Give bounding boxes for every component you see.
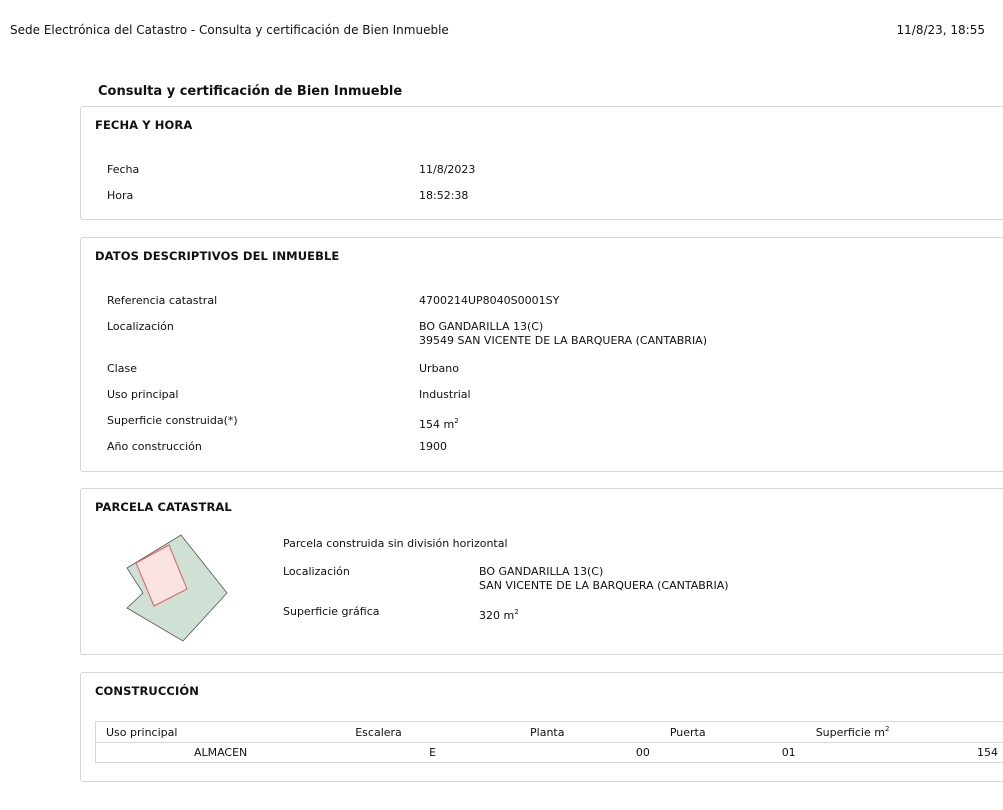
cell-superficie: 154 [977, 746, 998, 759]
referencia-catastral-value[interactable]: 4700214UP8040S0001SY [419, 294, 560, 307]
parcela-localizacion-value [479, 565, 729, 593]
header-superficie-text: Superficie m [815, 726, 885, 739]
localizacion-value [419, 320, 707, 348]
datos-descriptivos-panel [80, 237, 1003, 472]
superficie-construida-exp: 2 [454, 417, 459, 425]
parcela-localizacion-line-1: BO GANDARILLA 13(C) [479, 565, 604, 578]
clase-label: Clase [107, 362, 137, 375]
header-escalera: Escalera [345, 722, 520, 743]
fecha-hora-panel [80, 106, 1003, 220]
cell-planta: 00 [635, 746, 650, 759]
construccion-table [95, 721, 1003, 763]
fecha-hora-title: FECHA Y HORA [95, 118, 193, 132]
print-header-title: Sede Electrónica del Catastro - Consulta y certificación de Bien Inmueble [10, 23, 449, 37]
header-superficie [806, 722, 1003, 743]
hora-value: 18:52:38 [419, 189, 469, 202]
parcela-localizacion-line-2: SAN VICENTE DE LA BARQUERA (CANTABRIA) [479, 579, 729, 592]
referencia-catastral-label: Referencia catastral [107, 294, 218, 307]
header-planta: Planta [520, 722, 660, 743]
parcela-descripcion: Parcela construida sin división horizontal [283, 537, 508, 550]
localizacion-line-1: BO GANDARILLA 13(C) [419, 320, 544, 333]
parcela-localizacion-label: Localización [283, 565, 350, 578]
header-uso-principal: Uso principal [96, 722, 346, 743]
cell-uso: ALMACEN [193, 746, 248, 759]
anio-construccion-value: 1900 [419, 440, 447, 453]
superficie-construida-label: Superficie construida(*) [107, 414, 238, 427]
construccion-header-row [96, 722, 1003, 743]
clase-value: Urbano [419, 362, 459, 375]
uso-principal-label: Uso principal [107, 388, 179, 401]
construccion-title: CONSTRUCCIÓN [95, 684, 199, 698]
anio-construccion-label: Año construcción [107, 440, 202, 453]
localizacion-label: Localización [107, 320, 174, 333]
table-row [96, 743, 1003, 763]
print-header [10, 23, 985, 39]
print-header-datetime: 11/8/23, 18:55 [896, 23, 985, 37]
parcela-catastral-panel [80, 488, 1003, 655]
fecha-value: 11/8/2023 [419, 163, 476, 176]
cell-puerta: 01 [781, 746, 796, 759]
cell-escalera: E [429, 746, 437, 759]
construccion-panel [80, 672, 1003, 782]
parcela-map[interactable] [121, 533, 236, 643]
uso-principal-value: Industrial [419, 388, 471, 401]
datos-descriptivos-title: DATOS DESCRIPTIVOS DEL INMUEBLE [95, 249, 340, 263]
superficie-grafica-value [479, 605, 519, 623]
fecha-label: Fecha [107, 163, 140, 176]
page-title: Consulta y certificación de Bien Inmueble [98, 84, 403, 99]
superficie-grafica-number: 320 m [479, 609, 515, 622]
superficie-construida-value [419, 414, 459, 432]
superficie-grafica-exp: 2 [514, 608, 519, 616]
parcela-catastral-title: PARCELA CATASTRAL [95, 500, 232, 514]
superficie-grafica-label: Superficie gráfica [283, 605, 380, 618]
header-puerta: Puerta [660, 722, 806, 743]
hora-label: Hora [107, 189, 134, 202]
header-superficie-exp: 2 [884, 725, 890, 733]
localizacion-line-2: 39549 SAN VICENTE DE LA BARQUERA (CANTABRIA) [419, 334, 707, 347]
superficie-construida-number: 154 m [419, 418, 455, 431]
